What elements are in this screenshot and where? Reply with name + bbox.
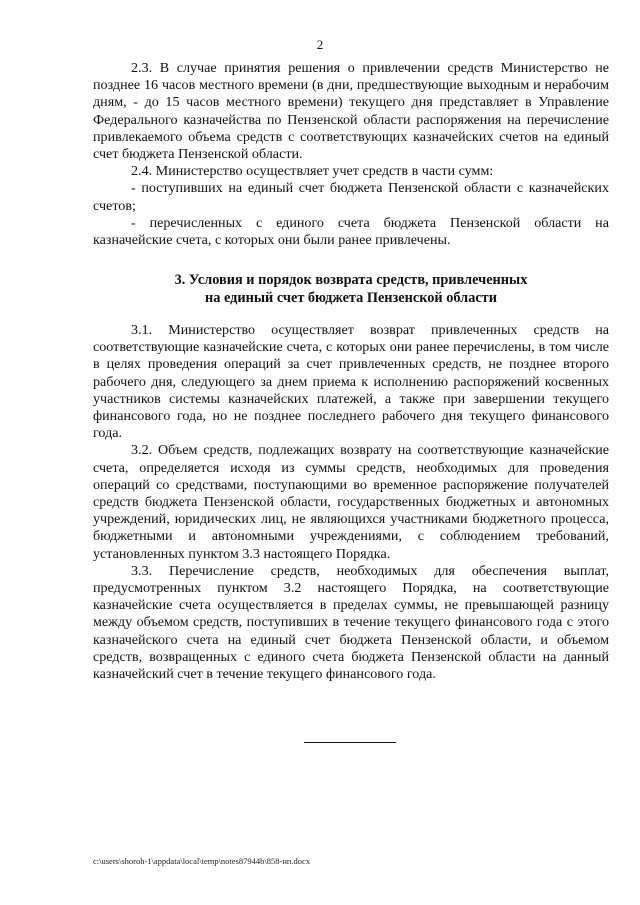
- section-3-body: [93, 322, 609, 683]
- paragraph-3-2: 3.2. Объем средств, подлежащих возврату на соответствующие казначейские счета, определяется исходя из суммы средств, необходимых для проведения операций со средствами, поступающими во временное распоряжение получателей средств бюджета Пензенской области, государственных бюджетных и автономных учреждений, юридических лиц, не являющихся участниками бюджетного процесса, бюджетными и автономными учреждениями, с соблюдением требований, установленных пунктом 3.3 настоящего Порядка.: [93, 442, 609, 562]
- section-3-heading: [93, 272, 609, 307]
- paragraph-2-3: 2.3. В случае принятия решения о привлечении средств Министерство не позднее 16 часов местного времени (в дни, предшествующие выходным и нерабочим дням, - до 15 часов местного времени) текущего дня представляет в Управление Федерального казначейства по Пензенской области распоряжения на перечисление привлекаемого объема средств с соответствующих казначейских счетов на единый счет бюджета Пензенской области.: [93, 60, 609, 163]
- section-3-heading-line-2: на единый счет бюджета Пензенской области: [205, 289, 497, 306]
- bullet-received: - поступивших на единый счет бюджета Пензенской области с казначейских счетов;: [93, 180, 609, 214]
- page-number: 2: [316, 37, 324, 52]
- section-3-heading-line-1: 3. Условия и порядок возврата средств, привлеченных: [174, 272, 528, 288]
- paragraph-3-1: 3.1. Министерство осуществляет возврат привлеченных средств на соответствующие казначейские счета, с которых они ранее перечислены, в том числе в целях проведения операций за счет привлеченных средств, не позднее второго рабочего дня, следующего за днем приема к исполнению распоряжений косвенных участников системы казначейских платежей, а также при завершении текущего финансового года, но не позднее последнего рабочего дня текущего финансового года.: [93, 322, 609, 442]
- file-path-footer: c:\users\shoroh-1\appdata\local\temp\notes87944b\858-нп.docx: [93, 856, 311, 866]
- section-2-continuation: [93, 60, 609, 249]
- paragraph-2-4: 2.4. Министерство осуществляет учет средств в части сумм:: [131, 163, 494, 180]
- paragraph-3-3: 3.3. Перечисление средств, необходимых для обеспечения выплат, предусмотренных пунктом 3.2 настоящего Порядка, на соответствующие казначейские счета осуществляется в пределах суммы, не превышающей разницу между объемом средств, поступивших в течение текущего финансового года с этого казначейского счета на единый счет бюджета Пензенской области, и объемом средств, возвращенных с единого счета бюджета Пензенской области на данный казначейский счет в течение текущего финансового года.: [93, 562, 609, 683]
- bullet-transferred: - перечисленных с единого счета бюджета Пензенской области на казначейские счета, с которых они были ранее привлечены.: [93, 214, 609, 249]
- closing-rule: [304, 742, 396, 743]
